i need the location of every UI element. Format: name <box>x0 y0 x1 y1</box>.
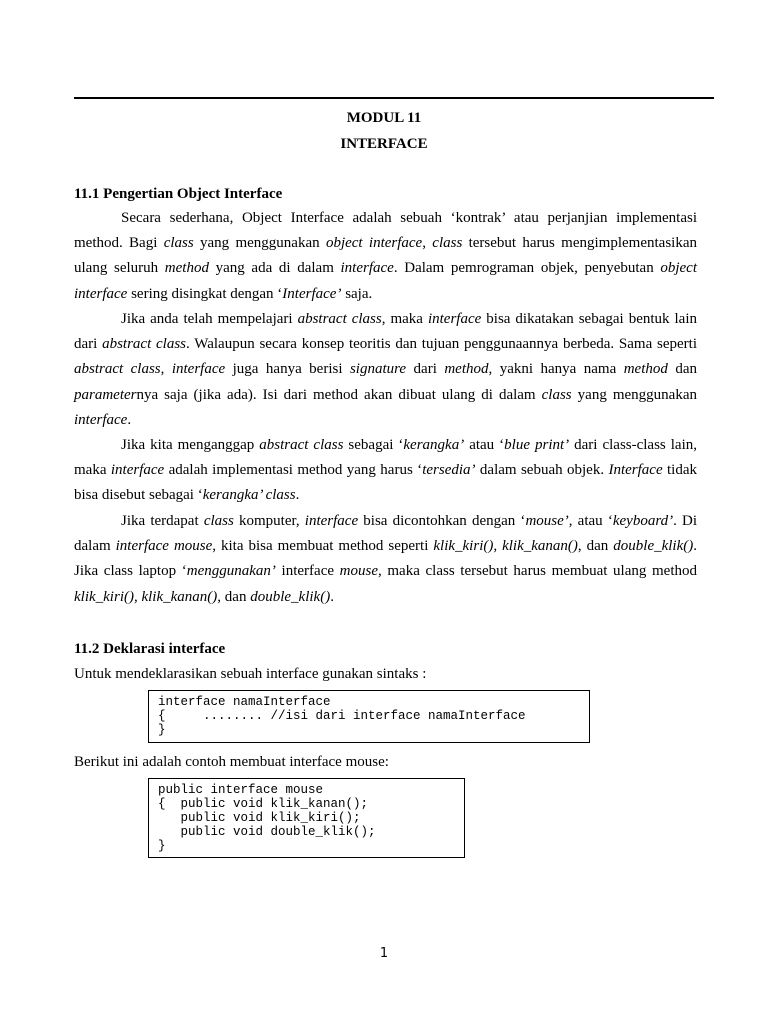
text-run: . Dalam pemrograman objek, penyebutan <box>393 260 661 277</box>
text-run: . <box>127 411 132 428</box>
italic-run: kerangka’ class <box>202 487 296 504</box>
italic-run: class <box>541 386 572 403</box>
text-run: . Walaupun secara konsep teoritis dan tujuan penggunaannya berbeda. Sama seperti <box>186 336 697 353</box>
text-run: atau ‘ <box>464 437 505 453</box>
italic-run: abstract class <box>102 336 187 353</box>
syntax-intro: Untuk mendeklarasikan sebuah interface gunakan sintaks : <box>74 666 427 682</box>
section-1-title: 11.1 Pengertian Object Interface <box>74 186 283 202</box>
code-line: } <box>158 723 166 737</box>
text-run: sering disingkat dengan ‘ <box>127 285 283 302</box>
italic-run: method <box>164 260 209 277</box>
italic-run: klik_kanan() <box>141 588 218 605</box>
text-run: . Jika class laptop ‘ <box>74 538 697 580</box>
text-run: , <box>133 588 142 605</box>
italic-run: parameter <box>74 386 137 403</box>
code-line: { public void klik_kanan(); <box>158 797 369 811</box>
text-run: yang menggunakan <box>193 235 326 252</box>
example-intro: Berikut ini adalah contoh membuat interface mouse: <box>74 754 389 770</box>
italic-run: abstract class <box>259 437 344 453</box>
code-line: public interface mouse <box>158 783 324 797</box>
text-run: Secara sederhana, Object Interface adalah sebuah ‘kontrak’ atau perjanjian implementasi method. Bagi <box>74 210 697 252</box>
italic-run: kerangka’ <box>403 437 465 453</box>
italic-run: abstract class <box>297 311 382 327</box>
italic-run: interface <box>171 361 226 378</box>
text-run: Jika terdapat <box>121 513 204 529</box>
italic-run: object interface <box>74 260 698 302</box>
italic-run: keyboard’ <box>612 513 674 529</box>
code-line: public void double_klik(); <box>158 825 376 839</box>
text-run: . Di dalam <box>74 513 698 555</box>
text-run: komputer, <box>233 513 305 529</box>
paragraph-2 <box>74 307 697 433</box>
italic-run: interface mouse <box>115 538 213 555</box>
italic-run: interface <box>340 260 394 277</box>
italic-run: klik_kiri() <box>74 588 134 605</box>
italic-run: interface <box>304 513 359 529</box>
page-number: 1 <box>379 946 389 961</box>
italic-run: interface <box>427 311 482 327</box>
italic-run: Interface <box>608 462 663 479</box>
text-run: bisa dicontohkan dengan ‘ <box>358 513 526 529</box>
italic-run: method <box>623 361 668 378</box>
text-run: , <box>160 361 172 378</box>
italic-run: interface <box>74 411 128 428</box>
paragraph-1 <box>74 206 697 307</box>
text-run: , kita bisa membuat method seperti <box>212 538 434 555</box>
text-run: . <box>295 487 300 504</box>
text-run: , maka <box>381 311 428 327</box>
italic-run: class <box>203 513 234 529</box>
italic-run: double_klik() <box>250 588 331 605</box>
text-run: yang menggunakan <box>571 386 697 403</box>
italic-run: interface <box>110 462 165 479</box>
text-run: sebagai ‘ <box>343 437 404 453</box>
section-2-title: 11.2 Deklarasi interface <box>74 641 226 657</box>
italic-run: double_klik() <box>613 538 694 555</box>
code-line: } <box>158 839 166 853</box>
chapter-title: INTERFACE <box>340 136 428 152</box>
text-run: bisa dikatakan sebagai bentuk lain dari <box>74 311 698 353</box>
text-run: Jika anda telah mempelajari <box>121 311 298 327</box>
text-run: saja. <box>341 285 373 302</box>
text-run: tidak bisa disebut sebagai ‘ <box>74 462 698 504</box>
text-run: dari <box>406 361 445 378</box>
text-run: , dan <box>577 538 614 555</box>
italic-run: class <box>163 235 194 252</box>
code-line: public void klik_kiri(); <box>158 811 361 825</box>
text-run: , dan <box>217 588 251 605</box>
text-run: nya saja (jika ada). Isi dari method akan dibuat ulang di dalam <box>136 386 542 403</box>
italic-run: Interface’ <box>282 285 342 302</box>
italic-run: mouse’ <box>525 513 569 529</box>
text-run: yang ada di dalam <box>208 260 341 277</box>
text-run: dari class-class lain, maka <box>74 437 697 479</box>
text-run: . <box>330 588 334 605</box>
italic-run: method <box>444 361 489 378</box>
text-run: Jika kita menganggap <box>121 437 260 453</box>
syntax-code-block <box>148 690 590 743</box>
italic-run: tersedia’ <box>422 462 476 479</box>
text-run: juga hanya berisi <box>225 361 350 378</box>
top-rule <box>74 97 714 99</box>
text-run: , <box>422 235 433 252</box>
module-heading: MODUL 11 <box>346 110 422 126</box>
text-run: , atau ‘ <box>568 513 613 529</box>
text-run: interface <box>275 563 340 580</box>
text-run: , maka class tersebut harus membuat ulang method <box>377 563 697 580</box>
text-run: dan <box>667 361 697 378</box>
italic-run: menggunakan’ <box>186 563 276 580</box>
italic-run: blue print’ <box>504 437 570 453</box>
paragraph-4 <box>74 509 697 610</box>
example-code-block <box>148 778 465 858</box>
text-run: adalah implementasi method yang harus ‘ <box>164 462 423 479</box>
text-run: , yakni hanya nama <box>488 361 624 378</box>
italic-run: object interface <box>325 235 423 252</box>
italic-run: mouse <box>339 563 378 580</box>
italic-run: class <box>432 235 463 252</box>
paragraph-3 <box>74 433 697 509</box>
text-run: tersebut harus mengimplementasikan ulang seluruh <box>74 235 697 277</box>
italic-run: abstract class <box>74 361 161 378</box>
code-line: { ........ //isi dari interface namaInterface <box>158 709 526 723</box>
italic-run: signature <box>349 361 407 378</box>
italic-run: klik_kiri(), klik_kanan() <box>433 538 578 555</box>
code-line: interface namaInterface <box>158 695 331 709</box>
text-run: dalam sebuah objek. <box>475 462 609 479</box>
